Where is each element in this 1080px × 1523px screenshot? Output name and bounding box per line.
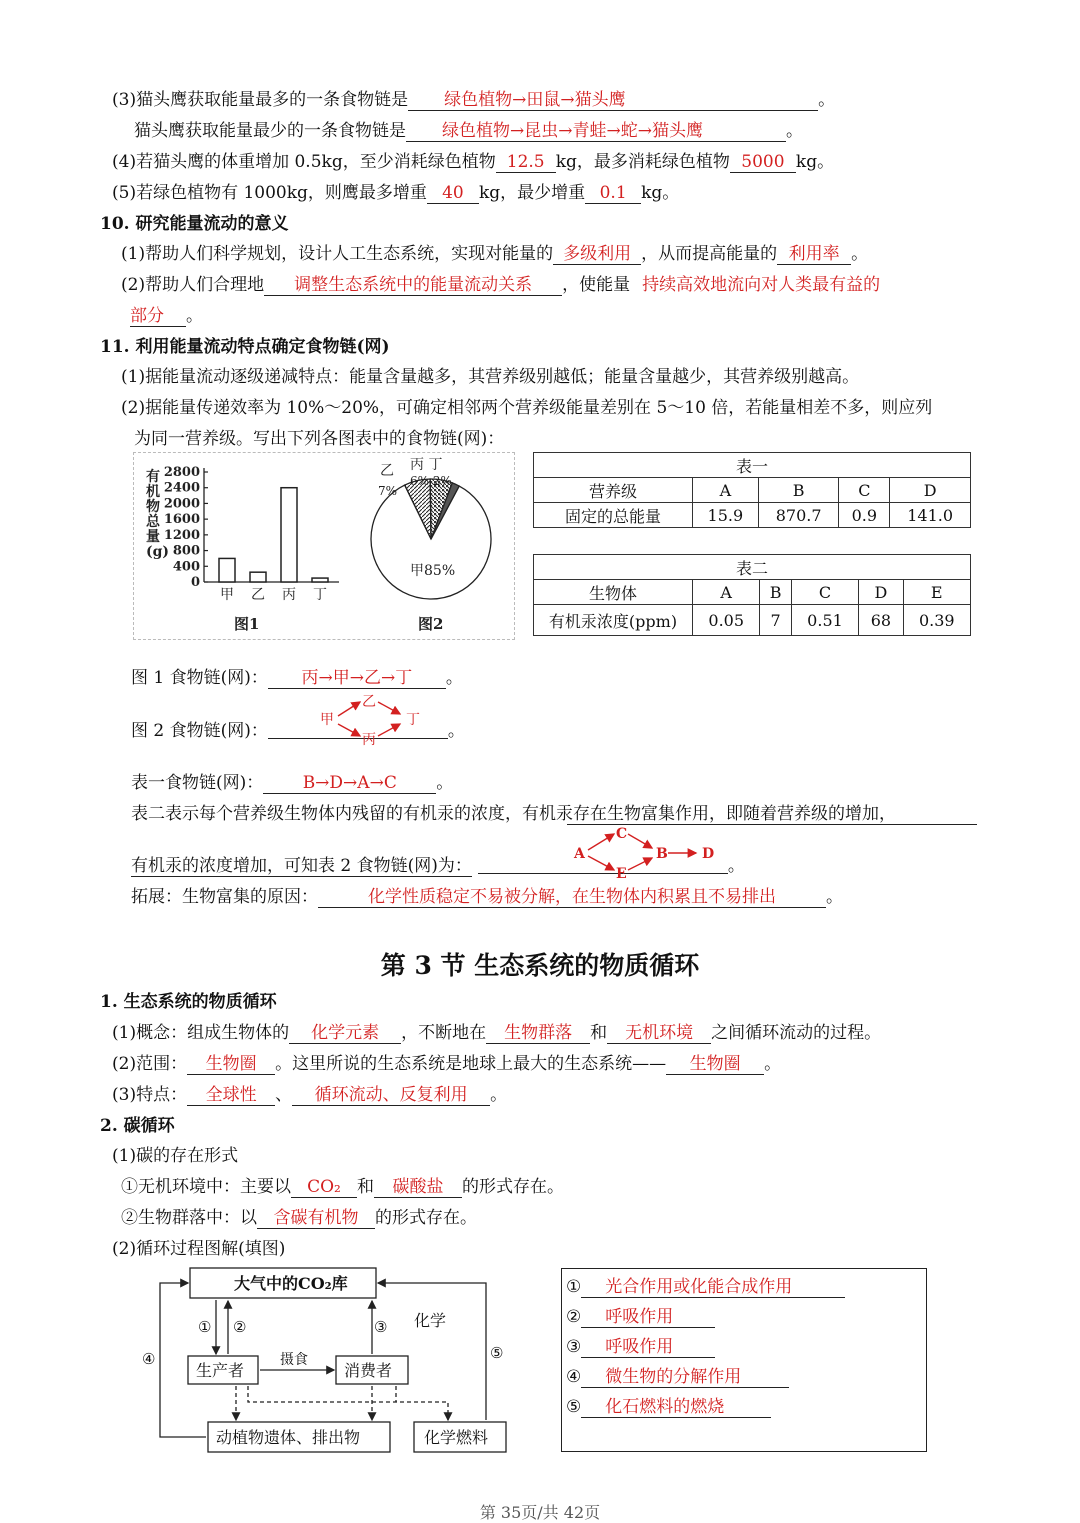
y-tick-label: 400 <box>172 559 200 575</box>
carbon-cycle-diagram <box>136 1264 516 1460</box>
c1-answer-2: 生物群落 <box>486 1023 590 1044</box>
table-2-cell: 0.39 <box>903 605 970 636</box>
c1-l3: (3)特点： 全球性 、 循环流动、反复利用 。 <box>112 1085 508 1105</box>
web-node: 丙 <box>362 732 376 748</box>
table-1-cell: A <box>693 478 759 503</box>
table-2-cell: E <box>903 580 970 605</box>
table-1-cell: D <box>890 478 971 503</box>
c2-heading: 2. 碳循环 <box>100 1116 175 1136</box>
box-item-num: ① <box>566 1277 582 1297</box>
table-2-cell: 0.05 <box>693 605 760 636</box>
s10-p1: (1)帮助人们科学规划，设计人工生态系统，实现对能量的 多级利用 ，从而提高能量的 利用率 。 <box>121 244 869 264</box>
table-1-cell: 15.9 <box>693 503 759 528</box>
table-2-cell: A <box>693 580 760 605</box>
arrow-num: ② <box>233 1318 247 1336</box>
table-1-title: 表一 <box>534 453 971 478</box>
fig2-chain-line: 图 2 食物链(网)： 。 <box>131 721 465 741</box>
table1-chain-answer: B→D→A→C <box>263 773 436 794</box>
web-node: A <box>574 846 585 862</box>
pie-label-yi: 乙 <box>380 463 394 479</box>
section-10-heading: 10. 研究能量流动的意义 <box>100 214 289 234</box>
figure-2-label: 图2 <box>418 615 444 633</box>
fuel-label: 化学燃料 <box>424 1428 489 1447</box>
s10-p2-answer-3: 部分 <box>130 306 186 327</box>
table-2-cell: D <box>859 580 903 605</box>
c2-answer-1: CO₂ <box>291 1177 357 1198</box>
box-item-answer: 化石燃料的燃烧 <box>581 1397 771 1418</box>
c1-answer-1: 化学元素 <box>289 1023 401 1044</box>
table2-chain-line: 有机汞的浓度增加，可知表 2 食物链(网)为： 。 <box>131 856 745 876</box>
bar-丙 <box>281 488 297 582</box>
y-axis-label: 机 <box>146 484 160 500</box>
box-item-answer: 微生物的分解作用 <box>581 1367 789 1388</box>
s10-p2-answer-1: 调整生态系统中的能量流动关系 <box>264 275 562 296</box>
y-tick-label: 0 <box>190 575 200 590</box>
producer-label: 生产者 <box>196 1361 245 1380</box>
y-tick-label: 2400 <box>163 480 200 496</box>
web-node: 甲 <box>320 712 334 728</box>
c1-answer-6: 全球性 <box>187 1085 275 1106</box>
remains-label: 动植物遗体、排出物 <box>216 1428 361 1447</box>
q3b-answer: 绿色植物→昆虫→青蛙→蛇→猫头鹰 <box>406 121 786 142</box>
s11-p2b: 为同一营养级。写出下列各图表中的食物链(网)： <box>134 429 505 449</box>
eat-label: 摄食 <box>280 1352 308 1368</box>
table-2-title: 表二 <box>534 555 971 580</box>
table-1-cell: 0.9 <box>839 503 890 528</box>
c2-l3: ②生物群落中：以 含碳有机物 的形式存在。 <box>121 1208 477 1228</box>
pie-label-bing-ding-pct: 6% 2% <box>410 474 452 488</box>
table2-explain-1: 表二表示每个营养级生物体内残留的有机汞的浓度，有机汞存在生物富集作用，即随着营养级的增加， <box>131 804 896 824</box>
table-2-cell: 有机汞浓度(ppm) <box>534 605 693 636</box>
table-1-cell: 固定的总能量 <box>534 503 693 528</box>
table-2-cell: 0.51 <box>791 605 858 636</box>
y-tick-label: 2800 <box>163 465 200 480</box>
table-1-cell: B <box>758 478 839 503</box>
y-axis-label: (g) <box>146 544 170 560</box>
table-2-cell: 7 <box>760 605 791 636</box>
box-item <box>566 1275 845 1299</box>
web-node: B <box>656 846 668 862</box>
table-1-cell: C <box>839 478 890 503</box>
y-axis-label: 量 <box>146 529 160 545</box>
extension-line: 拓展：生物富集的原因： 化学性质稳定不易被分解，在生物体内积累且不易排出 。 <box>131 887 843 907</box>
c2-answer-3: 含碳有机物 <box>257 1208 375 1229</box>
table-1-cell: 营养级 <box>534 478 693 503</box>
box-item <box>566 1335 715 1359</box>
figure-2-pie-chart <box>371 457 491 599</box>
box-item-answer: 呼吸作用 <box>581 1337 715 1358</box>
q5-line: (5)若绿色植物有 1000kg，则鹰最多增重 40 kg，最少增重 0.1 kg。 <box>112 183 680 203</box>
q3a-line: (3)猫头鹰获取能量最多的一条食物链是 绿色植物→田鼠→猫头鹰 。 <box>112 90 836 110</box>
box-item-num: ④ <box>566 1367 582 1387</box>
c1-l2: (2)范围： 生物圈 。这里所说的生态系统是地球上最大的生态系统—— 生物圈 。 <box>112 1054 782 1074</box>
arrow-num: ④ <box>142 1350 156 1368</box>
y-tick-label: 1600 <box>163 512 200 528</box>
q3a-answer: 绿色植物→田鼠→猫头鹰 <box>408 90 818 111</box>
s10-p2-cont: 部分 。 <box>130 306 203 326</box>
q5-answer-1: 40 <box>427 183 479 204</box>
s11-p1: (1)据能量流动逐级递减特点：能量含量越多，其营养级别越低；能量含量越少，其营养级别越高。 <box>121 367 860 387</box>
atmosphere-label: 大气中的CO₂库 <box>234 1274 348 1293</box>
c2-l4: (2)循环过程图解(填图) <box>112 1239 286 1259</box>
y-axis-label: 总 <box>146 514 160 530</box>
figure-frame <box>133 452 515 640</box>
fig1-chain-line: 图 1 食物链(网)： 丙→甲→乙→丁 。 <box>131 668 463 688</box>
table-2-cell: 生物体 <box>534 580 693 605</box>
s10-p1-answer-2: 利用率 <box>777 244 851 265</box>
c1-l1: (1)概念：组成生物体的 化学元素 ，不断地在 生物群落 和 无机环境 之间循环流动的过程。 <box>112 1023 882 1043</box>
c1-answer-5: 生物圈 <box>666 1054 764 1075</box>
y-tick-label: 2000 <box>163 496 200 512</box>
table-1-cell: 141.0 <box>890 503 971 528</box>
box-item-answer: 呼吸作用 <box>581 1307 715 1328</box>
web-node: D <box>702 846 715 862</box>
web-node: 丁 <box>406 712 420 728</box>
box-item <box>566 1305 715 1329</box>
bar-乙 <box>250 572 266 582</box>
c1-heading: 1. 生态系统的物质循环 <box>100 992 277 1012</box>
page-footer: 第 35页/共 42页 <box>479 1503 601 1522</box>
y-tick-label: 1200 <box>163 527 200 543</box>
s11-p2a: (2)据能量传递效率为 10%～20%，可确定相邻两个营养级能量差别在 5～10 倍，若能量相差不多，则应列 <box>121 398 933 418</box>
table2-food-web <box>570 822 720 880</box>
s10-p2: (2)帮助人们合理地 调整生态系统中的能量流动关系 ，使能量 持续高效地流向对人类最有益的 <box>121 273 912 297</box>
arrow-num: ① <box>198 1318 212 1336</box>
c1-answer-3: 无机环境 <box>607 1023 711 1044</box>
chem-label: 化学 <box>414 1311 447 1330</box>
bar-丁 <box>312 578 328 582</box>
extension-answer: 化学性质稳定不易被分解，在生物体内积累且不易排出 <box>318 887 826 908</box>
q4-answer-2: 5000 <box>730 152 796 173</box>
q3b-text: 猫头鹰获取能量最少的一条食物链是 <box>134 121 406 141</box>
c2-l1: (1)碳的存在形式 <box>112 1146 239 1166</box>
cycle-answer-box <box>561 1268 927 1452</box>
x-tick-label: 丙 <box>282 587 296 603</box>
x-tick-label: 乙 <box>251 587 265 603</box>
section-11-heading: 11. 利用能量流动特点确定食物链(网) <box>100 337 390 357</box>
web-node: E <box>616 866 627 880</box>
table-2 <box>533 554 971 636</box>
web-node: C <box>616 826 628 842</box>
pie-label-yi-pct: 7% <box>378 484 398 498</box>
table-2-cell: C <box>791 580 858 605</box>
fig2-food-web <box>312 690 432 748</box>
table-1-cell: 870.7 <box>758 503 839 528</box>
y-tick-label: 800 <box>172 543 200 559</box>
figure-1-bar-chart <box>134 453 514 639</box>
box-item <box>566 1395 771 1419</box>
box-item <box>566 1365 789 1389</box>
bar-甲 <box>219 558 235 582</box>
fig1-chain-answer: 丙→甲→乙→丁 <box>268 668 446 689</box>
c1-answer-7: 循环流动、反复利用 <box>292 1085 490 1106</box>
table1-chain-line: 表一食物链(网)： B→D→A→C 。 <box>131 773 454 793</box>
web-node: 乙 <box>362 694 376 710</box>
q3a-text: (3)猫头鹰获取能量最多的一条食物链是 <box>112 90 409 110</box>
pie-label-bing-ding: 丙 丁 <box>410 457 443 473</box>
s10-p1-answer-1: 多级利用 <box>553 244 641 265</box>
section-3-title: 第 3 节 生态系统的物质循环 <box>380 951 700 980</box>
arrow-num: ⑤ <box>490 1344 504 1362</box>
y-axis-label: 有 <box>146 469 160 485</box>
box-item-num: ② <box>566 1307 582 1327</box>
box-item-answer: 光合作用或化能合成作用 <box>581 1277 845 1298</box>
s10-p2-answer-2: 持续高效地流向对人类最有益的 <box>642 275 881 295</box>
q4-answer-1: 12.5 <box>496 152 556 173</box>
pie-label-jia: 甲85% <box>410 563 456 579</box>
q4-line: (4)若猫头鹰的体重增加 0.5kg，至少消耗绿色植物 12.5 kg，最多消耗绿色植物 5000 kg。 <box>112 152 835 172</box>
table-1 <box>533 452 971 528</box>
c2-l2: ①无机环境中：主要以 CO₂ 和 碳酸盐 的形式存在。 <box>121 1177 564 1197</box>
box-item-num: ⑤ <box>566 1397 582 1417</box>
y-axis-label: 物 <box>146 499 160 515</box>
box-item-num: ③ <box>566 1337 582 1357</box>
table-2-cell: B <box>760 580 791 605</box>
consumer-label: 消费者 <box>344 1361 393 1380</box>
c1-answer-4: 生物圈 <box>187 1054 275 1075</box>
x-tick-label: 丁 <box>313 587 327 603</box>
table-2-cell: 68 <box>859 605 903 636</box>
c2-answer-2: 碳酸盐 <box>374 1177 462 1198</box>
x-tick-label: 甲 <box>220 587 234 603</box>
q5-answer-2: 0.1 <box>585 183 641 204</box>
figure-1-label: 图1 <box>234 615 260 633</box>
q3b-line: 猫头鹰获取能量最少的一条食物链是 绿色植物→昆虫→青蛙→蛇→猫头鹰 。 <box>134 121 803 141</box>
arrow-num: ③ <box>374 1318 388 1336</box>
